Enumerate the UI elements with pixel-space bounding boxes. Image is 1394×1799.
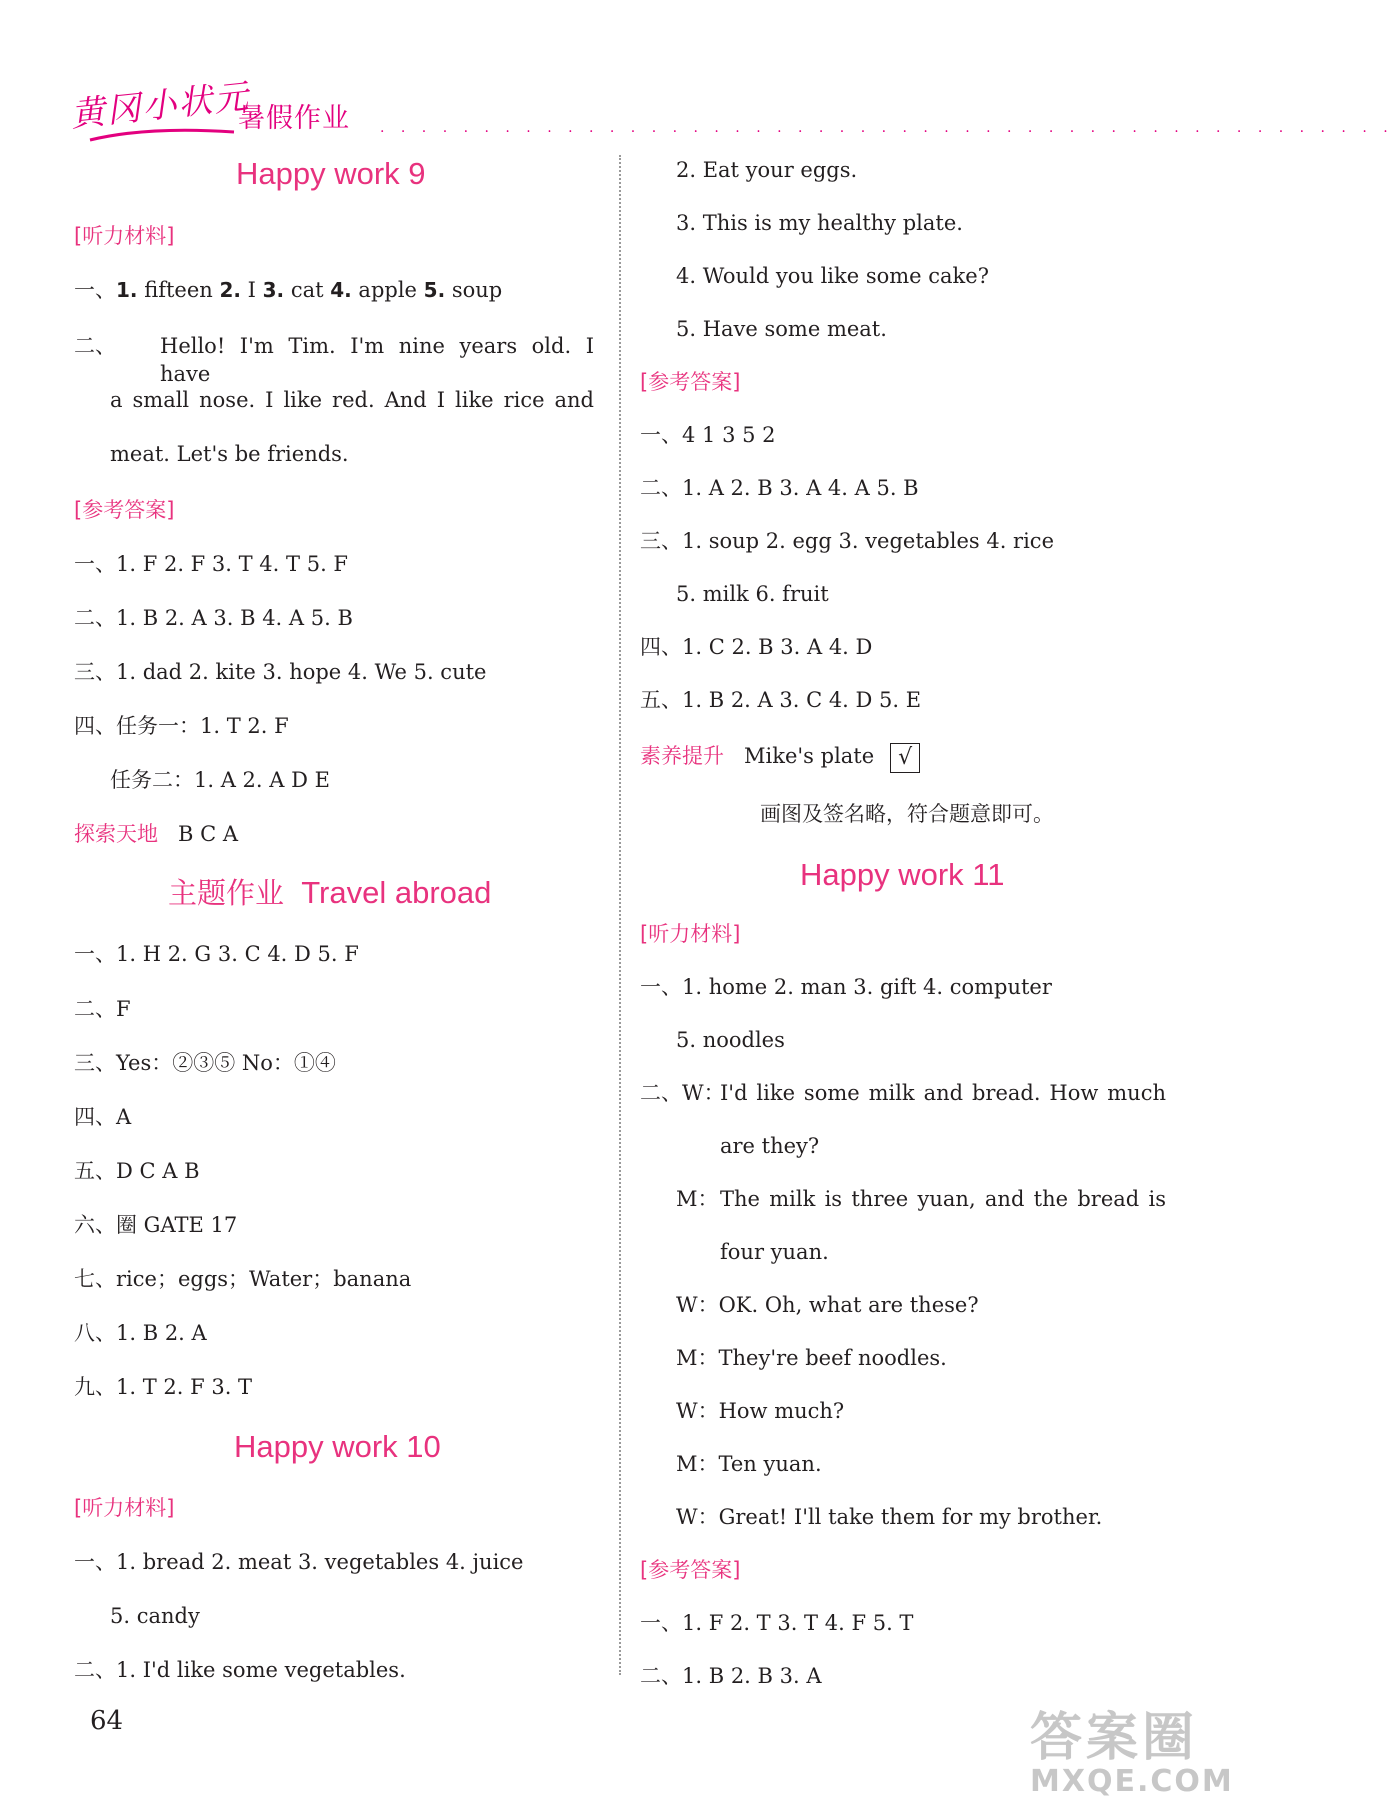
hw9-passage-line1: Hello! I'm Tim. I'm nine years old. I have: [160, 334, 594, 386]
hw11-dialog-speaker-1: 二、W：: [640, 1081, 725, 1105]
theme-answer-1: 一、1. H 2. G 3. C 4. D 5. F: [74, 942, 359, 966]
hw10-answer-label: [参考答案]: [640, 370, 741, 394]
hw9-answer-4: 四、任务一：1. T 2. F: [74, 714, 289, 738]
page-number: 64: [90, 1706, 124, 1736]
theme-title: 主题作业 Travel abroad: [168, 875, 492, 910]
hw10-answer-1: 一、4 1 3 5 2: [640, 423, 776, 447]
hw11-dialog-1b: are they?: [720, 1134, 820, 1158]
theme-answer-3: 三、Yes：②③⑤ No：①④: [74, 1051, 336, 1075]
hw10-title: Happy work 10: [234, 1429, 441, 1464]
hw10-listen-1b: 5. candy: [110, 1604, 200, 1628]
brand-logo: 黄冈小状元: [68, 76, 252, 136]
watermark-logo: 答案圈 MXQE.COM: [1030, 1708, 1234, 1799]
hw9-answer-2: 二、1. B 2. A 3. B 4. A 5. B: [74, 606, 353, 630]
hw10-answer-2: 二、1. A 2. B 3. A 4. A 5. B: [640, 476, 919, 500]
header-dots: . . . . . . . . . . . . . . . . . . . . . . . . . . . . . . . . . . . . . . . . . . . . . . . . .: [380, 120, 1394, 136]
hw11-dialog-4: M：They're beef noodles.: [676, 1346, 947, 1370]
hw10-listen-2-item5: 5. Have some meat.: [676, 317, 887, 341]
brand-swoosh-icon: [88, 122, 238, 146]
hw11-dialog-2b: four yuan.: [720, 1240, 829, 1264]
theme-answer-7: 七、rice；eggs；Water；banana: [74, 1267, 412, 1291]
hw11-dialog-7: W：Great! I'll take them for my brother.: [676, 1505, 1103, 1529]
column-divider: [619, 155, 621, 1675]
check-box: √: [890, 743, 920, 773]
header-subtitle: 暑假作业: [238, 103, 350, 134]
hw10-note: 画图及签名略，符合题意即可。: [760, 802, 1054, 826]
hw9-listen-label: [听力材料]: [74, 224, 175, 248]
hw11-listen-1: 一、1. home 2. man 3. gift 4. computer: [640, 975, 1052, 999]
hw9-title: Happy work 9: [236, 156, 426, 191]
hw10-answer-3b: 5. milk 6. fruit: [676, 582, 829, 606]
hw10-listen-label: [听力材料]: [74, 1496, 175, 1520]
hw10-listen-2: 二、1. I'd like some vegetables.: [74, 1658, 406, 1682]
page-header: [68, 76, 1394, 148]
theme-answer-8: 八、1. B 2. A: [74, 1321, 207, 1345]
hw9-answer-3: 三、1. dad 2. kite 3. hope 4. We 5. cute: [74, 660, 487, 684]
hw10-answer-3: 三、1. soup 2. egg 3. vegetables 4. rice: [640, 529, 1055, 553]
hw11-dialog-6: M：Ten yuan.: [676, 1452, 822, 1476]
hw9-passage-line2: a small nose. I like red. And I like rice and: [110, 388, 594, 412]
hw10-listen-2-item4: 4. Would you like some cake?: [676, 264, 989, 288]
theme-answer-2: 二、F: [74, 997, 131, 1021]
hw11-dialog-speaker-2: M：: [676, 1187, 719, 1211]
hw9-answer-1: 一、1. F 2. F 3. T 4. T 5. F: [74, 552, 348, 576]
hw9-answer-label: [参考答案]: [74, 498, 175, 522]
theme-answer-6: 六、圈 GATE 17: [74, 1213, 238, 1237]
hw11-answer-2: 二、1. B 2. B 3. A: [640, 1664, 822, 1688]
hw9-explore: 探索天地 B C A: [74, 822, 239, 846]
hw11-dialog-5: W：How much?: [676, 1399, 845, 1423]
hw11-answer-1: 一、1. F 2. T 3. T 4. F 5. T: [640, 1611, 914, 1635]
hw9-answer-5: 任务二：1. A 2. A D E: [110, 768, 330, 792]
theme-answer-5: 五、D C A B: [74, 1159, 200, 1183]
hw10-improve: 素养提升 Mike's plate √: [640, 742, 920, 773]
hw10-listen-2-item2: 2. Eat your eggs.: [676, 158, 858, 182]
theme-answer-9: 九、1. T 2. F 3. T: [74, 1375, 253, 1399]
hw11-dialog-1a: I'd like some milk and bread. How much: [720, 1081, 1166, 1105]
hw10-listen-2-item3: 3. This is my healthy plate.: [676, 211, 963, 235]
theme-answer-4: 四、A: [74, 1105, 132, 1129]
hw9-passage-line3: meat. Let's be friends.: [110, 442, 349, 466]
hw11-dialog-3: W：OK. Oh, what are these?: [676, 1293, 979, 1317]
hw11-listen-label: [听力材料]: [640, 922, 741, 946]
hw9-listen-line2-num: 二、: [74, 334, 116, 358]
hw9-listen-line1: 一、1. fifteen 2. I 3. cat 4. apple 5. soup: [74, 278, 503, 302]
hw10-listen-1: 一、1. bread 2. meat 3. vegetables 4. juice: [74, 1550, 524, 1574]
hw11-answer-label: [参考答案]: [640, 1558, 741, 1582]
hw11-title: Happy work 11: [800, 857, 1005, 892]
hw11-listen-1b: 5. noodles: [676, 1028, 785, 1052]
hw10-answer-4: 四、1. C 2. B 3. A 4. D: [640, 635, 873, 659]
hw11-dialog-2a: The milk is three yuan, and the bread is: [720, 1187, 1166, 1211]
hw10-answer-5: 五、1. B 2. A 3. C 4. D 5. E: [640, 688, 922, 712]
